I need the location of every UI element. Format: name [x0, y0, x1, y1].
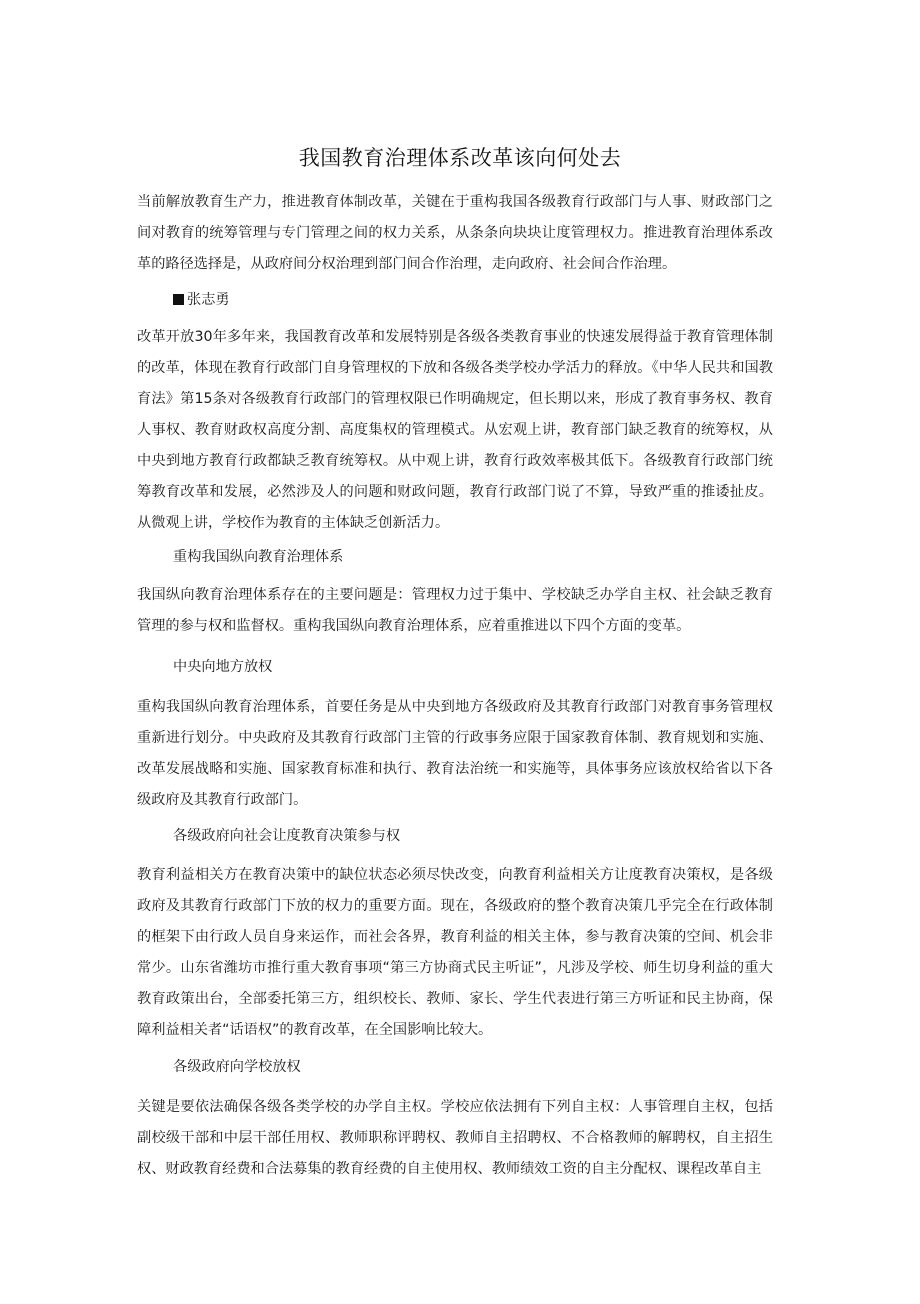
section-heading-school-autonomy: 各级政府向学校放权	[173, 1059, 301, 1075]
section-paragraph-society-participation: 教育利益相关方在教育决策中的缺位状态必须尽快改变，向教育利益相关方让度教育决策权，是各级政府及其教育行政部门下放的权力的重要方面。现在，各级政府的整个教育决策几乎完全在行政体制的框架下由行政人员自身来运作，而社会各界，教育利益的相关主体，参与教育决策的空间、机会非常少。山东省潍坊市推行重大教育事项“第三方协商式民主听证”，凡涉及学校、师生切身利益的重大教育政策出台，全部委托第三方，组织校长、教师、家长、学生代表进行第三方听证和民主协商，保障利益相关者“话语权”的教育改革，在全国影响比较大。	[137, 867, 773, 1038]
section-heading-vertical-governance: 重构我国纵向教育治理体系	[173, 549, 344, 565]
section-paragraph-school-autonomy: 关键是要依法确保各级各类学校的办学自主权。学校应依法拥有下列自主权：人事管理自主权，包括副校级干部和中层干部任用权、教师职称评聘权、教师自主招聘权、不合格教师的解聘权，自主招生权、财政教育经费和合法募集的教育经费的自主使用权、教师绩效工资的自主分配权、课程改革自主	[137, 1099, 773, 1177]
section-paragraph-central-to-local: 重构我国纵向教育治理体系，首要任务是从中央到地方各级政府及其教育行政部门对教育事务管理权重新进行划分。中央政府及其教育行政部门主管的行政事务应限于国家教育体制、教育规划和实施、改革发展战略和实施、国家教育标准和执行、教育法治统一和实施等，具体事务应该放权给省以下各级政府及其教育行政部门。	[137, 699, 773, 808]
abstract-paragraph: 当前解放教育生产力，推进教育体制改革，关键在于重构我国各级教育行政部门与人事、财政部门之间对教育的统筹管理与专门管理之间的权力关系，从条条向块块让度管理权力。推进教育治理体系改革的路径选择是，从政府间分权治理到部门间合作治理，走向政府、社会间合作治理。	[137, 194, 773, 272]
author-square-icon	[173, 294, 184, 305]
document-title: 我国教育治理体系改革该向何处去	[298, 146, 622, 170]
author-name: 张志勇	[187, 292, 230, 308]
section-heading-society-participation: 各级政府向社会让度教育决策参与权	[173, 828, 401, 844]
author-line	[173, 288, 230, 312]
section-paragraph-vertical-governance: 我国纵向教育治理体系存在的主要问题是：管理权力过于集中、学校缺乏办学自主权、社会缺乏教育管理的参与权和监督权。重构我国纵向教育治理体系，应着重推进以下四个方面的变革。	[137, 587, 773, 634]
intro-paragraph: 改革开放30年多年来，我国教育改革和发展特别是各级各类教育事业的快速发展得益于教育管理体制的改革，体现在教育行政部门自身管理权的下放和各级各类学校办学活力的释放。《中华人民共和国教育法》第15条对各级教育行政部门的管理权限已作明确规定，但长期以来，形成了教育事务权、教育人事权、教育财政权高度分割、高度集权的管理模式。从宏观上讲，教育部门缺乏教育的统筹权，从中央到地方教育行政都缺乏教育统筹权。从中观上讲，教育行政效率极其低下。各级教育行政部门统筹教育改革和发展，必然涉及人的问题和财政问题，教育行政部门说了不算，导致严重的推诿扯皮。从微观上讲，学校作为教育的主体缺乏创新活力。	[137, 329, 773, 531]
section-heading-central-to-local: 中央向地方放权	[173, 659, 273, 675]
